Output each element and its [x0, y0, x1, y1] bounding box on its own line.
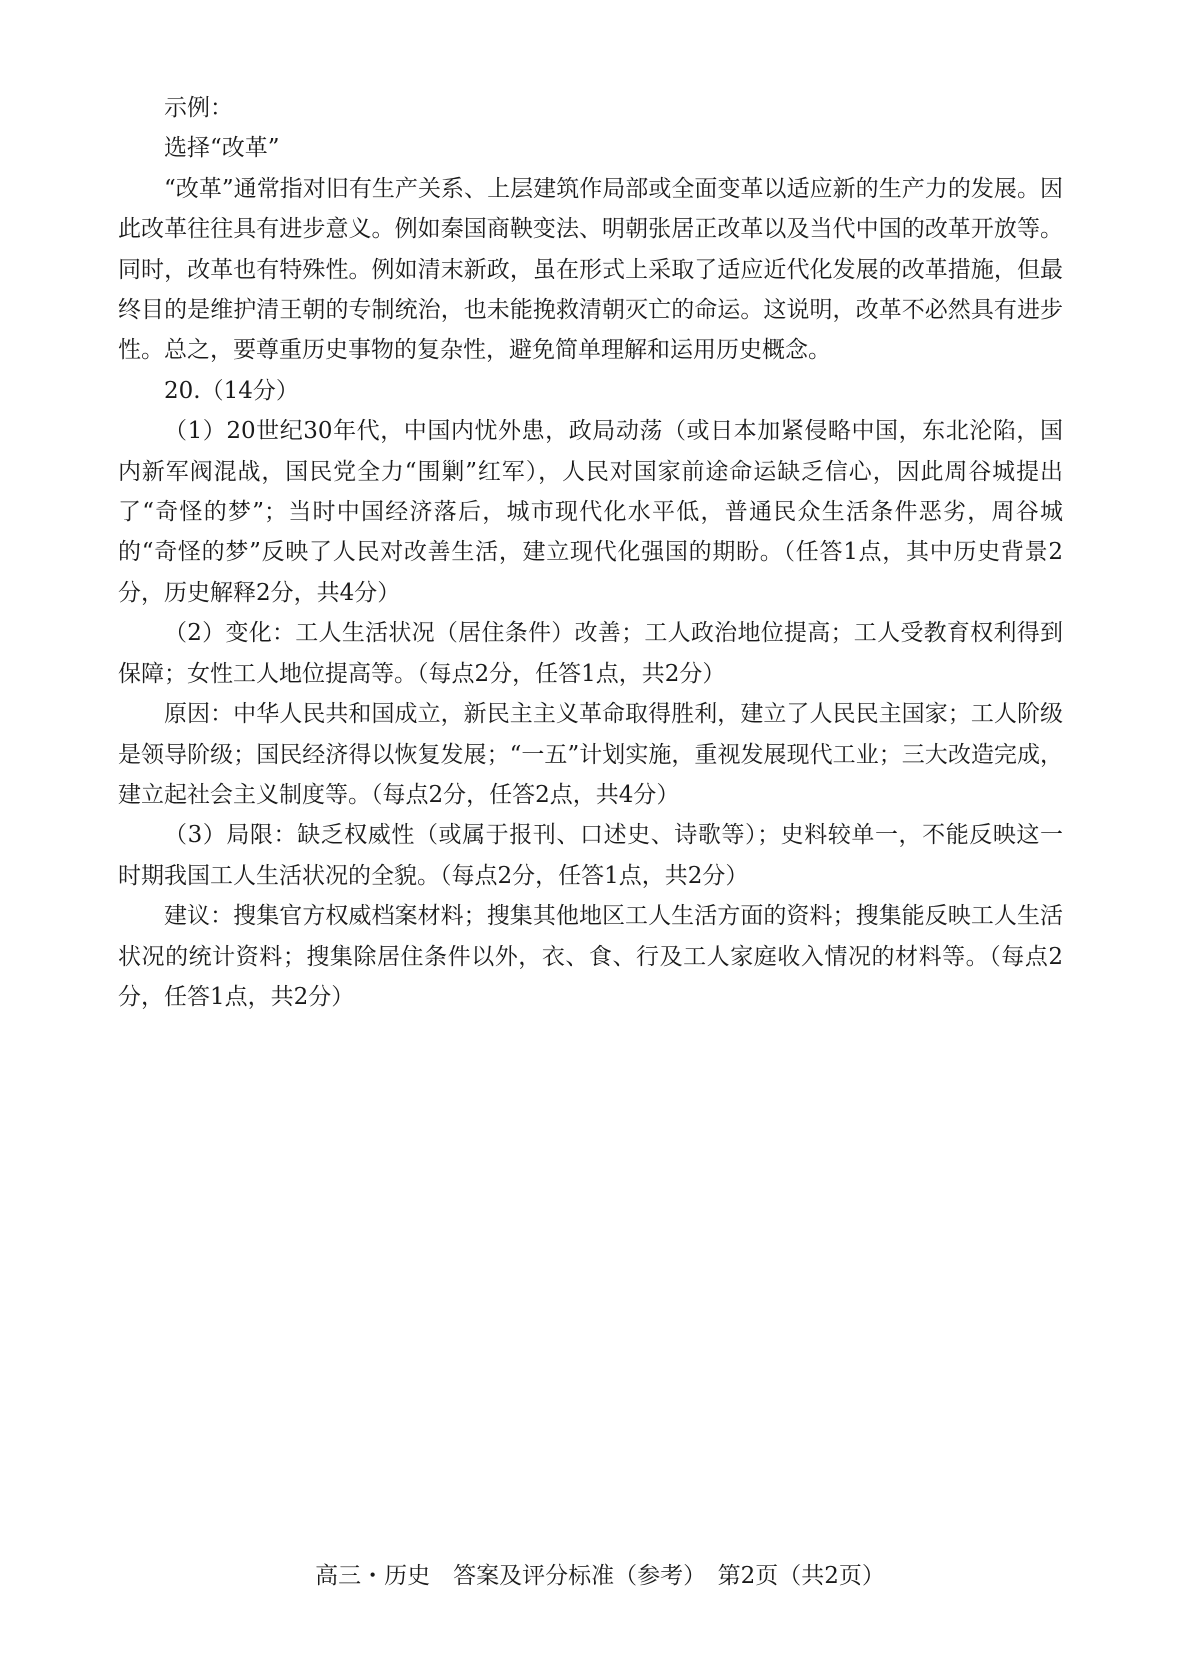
- question-20-part-2-change: （2）变化：工人生活状况（居住条件）改善；工人政治地位提高；工人受教育权利得到保障；女性工人地位提高等。（每点2分，任答1点，共2分）: [118, 620, 1063, 687]
- example-paragraph: “改革”通常指对旧有生产关系、上层建筑作局部或全面变革以适应新的生产力的发展。因此改革往往具有进步意义。例如秦国商鞅变法、明朝张居正改革以及当代中国的改革开放等。同时，改革也有特殊性。例如清末新政，虽在形式上采取了适应近代化发展的改革措施，但最终目的是维护清王朝的专制统治，也未能挽救清朝灭亡的命运。这说明，改革不必然具有进步性。总之，要尊重历史事物的复杂性，避免简单理解和运用历史概念。: [118, 175, 1063, 364]
- example-label: 示例：: [164, 95, 233, 121]
- answer-document: [118, 88, 1063, 1017]
- question-20-part-3-limit: （3）局限：缺乏权威性（或属于报刊、口述史、诗歌等）；史料较单一，不能反映这一时期我国工人生活状况的全貌。（每点2分，任答1点，共2分）: [118, 822, 1063, 889]
- example-choice: 选择“改革”: [164, 135, 280, 162]
- question-20-header: 20.（14分）: [164, 377, 299, 404]
- question-20-part-2-reason: 原因：中华人民共和国成立，新民主主义革命取得胜利，建立了人民民主国家；工人阶级是领导阶级；国民经济得以恢复发展；“一五”计划实施，重视发展现代工业；三大改造完成，建立起社会主义制度等。（每点2分，任答2点，共4分）: [118, 701, 1063, 808]
- question-20-part-3-suggestion: 建议：搜集官方权威档案材料；搜集其他地区工人生活方面的资料；搜集能反映工人生活状况的统计资料；搜集除居住条件以外，衣、食、行及工人家庭收入情况的材料等。（每点2分，任答1点，共2分）: [118, 903, 1063, 1010]
- page-footer: 高三・历史 答案及评分标准（参考） 第2页（共2页）: [315, 1563, 885, 1589]
- question-20-part-1: （1）20世纪30年代，中国内忧外患，政局动荡（或日本加紧侵略中国，东北沦陷，国内新军阀混战，国民党全力“围剿”红军），人民对国家前途命运缺乏信心，因此周谷城提出了“奇怪的梦”；当时中国经济落后，城市现代化水平低，普通民众生活条件恶劣，周谷城的“奇怪的梦”反映了人民对改善生活，建立现代化强国的期盼。（任答1点，其中历史背景2分，历史解释2分，共4分）: [118, 418, 1063, 606]
